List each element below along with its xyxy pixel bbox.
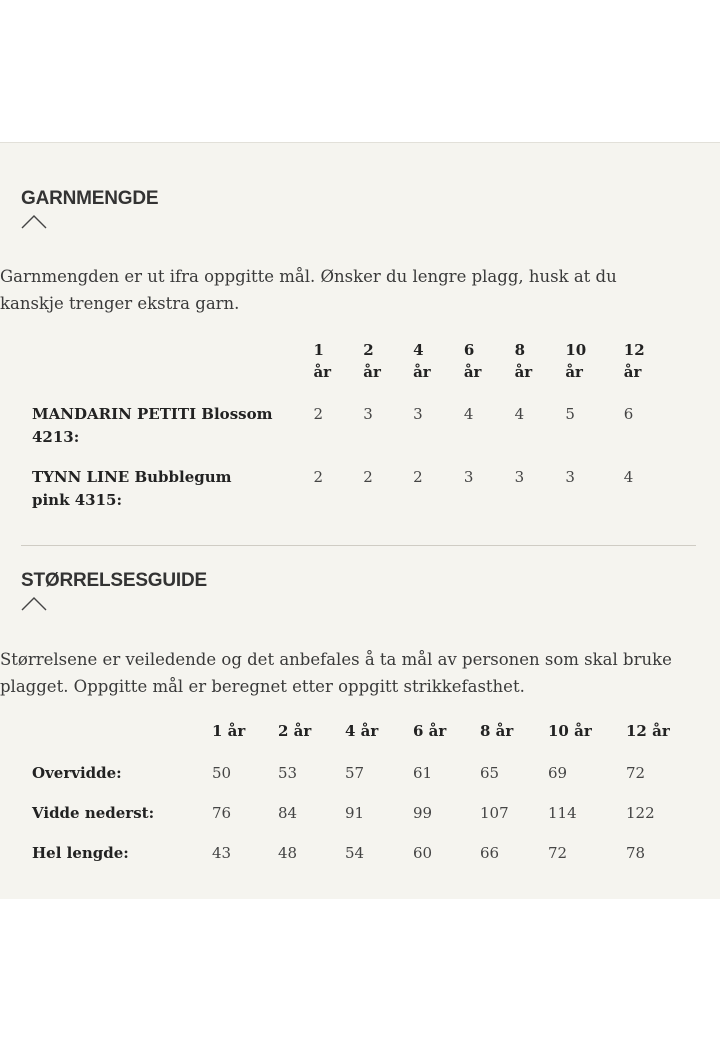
measurement-value: 122 (626, 804, 655, 822)
column-header: 8 år (480, 722, 514, 740)
yarn-amount-table (32, 339, 672, 529)
column-header-unit: år (623, 363, 642, 381)
measurement-value: 78 (626, 844, 646, 862)
column-header-number: 6 (463, 341, 475, 359)
column-header-number: 4 (413, 341, 424, 359)
table-header-row (32, 339, 672, 403)
column-header: 4 år (345, 722, 379, 740)
table-header-row (32, 722, 682, 762)
measurement-name: Vidde nederst: (32, 804, 155, 822)
column-header: 2 år (278, 722, 312, 740)
yarn-amount: 2 (313, 468, 323, 486)
column-header-number: 12 (623, 341, 645, 359)
column-header-number: 10 (565, 341, 587, 359)
column-header-number: 1 (313, 341, 324, 359)
size-guide-table (32, 722, 682, 882)
column-header-number: 8 (514, 341, 525, 359)
column-header: 1 år (212, 722, 246, 740)
yarn-name: TYNN LINE Bubblegum pink 4315: (32, 468, 232, 509)
column-header-unit: år (463, 363, 482, 381)
yarn-name: MANDARIN PETITI Blossom 4213: (32, 405, 273, 446)
measurement-value: 50 (212, 764, 232, 782)
column-header-unit: år (313, 363, 332, 381)
garnmengde-heading[interactable]: GARNMENGDE (21, 188, 159, 209)
chevron-up-icon[interactable] (21, 213, 47, 229)
yarn-amount: 2 (413, 468, 423, 486)
column-header (515, 339, 566, 403)
yarn-amount: 3 (413, 405, 423, 423)
column-header: 12 år (626, 722, 670, 740)
column-header-unit: år (413, 363, 431, 381)
measurement-value: 72 (626, 764, 646, 782)
storrelsesguide-heading[interactable]: STØRRELSESGUIDE (21, 570, 207, 591)
yarn-amount: 3 (514, 468, 525, 486)
column-header-unit: år (514, 363, 533, 381)
measurement-value: 43 (212, 844, 232, 862)
table-row (32, 762, 682, 802)
yarn-amount: 3 (363, 405, 373, 423)
garnmengde-intro: Garnmengden er ut ifra oppgitte mål. Ønsker du lengre plagg, husk at du kanskje trenger ekstra garn. (0, 267, 617, 313)
measurement-name: Overvidde: (32, 764, 122, 782)
table-row (32, 466, 672, 529)
measurement-value: 84 (278, 804, 298, 822)
measurement-name: Hel lengde: (32, 844, 129, 862)
table-row (32, 802, 682, 842)
measurement-value: 66 (480, 844, 500, 862)
table-row (32, 842, 682, 882)
measurement-value: 53 (278, 764, 298, 782)
column-header-number: 2 (363, 341, 374, 359)
column-header-unit: år (363, 363, 381, 381)
yarn-amount: 2 (313, 405, 323, 423)
yarn-amount: 5 (565, 405, 575, 423)
product-info-panel (0, 142, 720, 899)
measurement-value: 69 (548, 764, 568, 782)
column-header (413, 339, 464, 403)
measurement-value: 61 (413, 764, 433, 782)
measurement-value: 48 (278, 844, 298, 862)
measurement-value: 99 (413, 804, 433, 822)
column-header (565, 339, 623, 403)
column-header (313, 339, 363, 403)
yarn-amount: 2 (363, 468, 373, 486)
yarn-amount: 4 (463, 405, 474, 423)
yarn-amount: 6 (623, 405, 634, 423)
storrelsesguide-intro: Størrelsene er veiledende og det anbefales å ta mål av personen som skal bruke plagget. Oppgitte mål er beregnet etter oppgitt strikkefasthet. (0, 650, 672, 696)
measurement-value: 114 (548, 804, 577, 822)
garnmengde-section (21, 187, 696, 229)
column-header (464, 339, 515, 403)
chevron-up-icon[interactable] (21, 595, 47, 611)
storrelsesguide-section (21, 569, 696, 611)
yarn-amount: 3 (565, 468, 575, 486)
measurement-value: 65 (480, 764, 500, 782)
column-header-unit: år (565, 363, 583, 381)
measurement-value: 57 (345, 764, 365, 782)
yarn-amount: 4 (514, 405, 525, 423)
measurement-value: 76 (212, 804, 232, 822)
column-header (624, 339, 672, 403)
column-header: 6 år (413, 722, 447, 740)
measurement-value: 107 (480, 804, 509, 822)
measurement-value: 91 (345, 804, 365, 822)
table-row (32, 403, 672, 466)
column-header: 10 år (548, 722, 592, 740)
measurement-value: 54 (345, 844, 365, 862)
column-header (363, 339, 413, 403)
section-divider (21, 545, 696, 546)
yarn-amount: 4 (623, 468, 634, 486)
yarn-amount: 3 (463, 468, 474, 486)
measurement-value: 72 (548, 844, 568, 862)
measurement-value: 60 (413, 844, 433, 862)
